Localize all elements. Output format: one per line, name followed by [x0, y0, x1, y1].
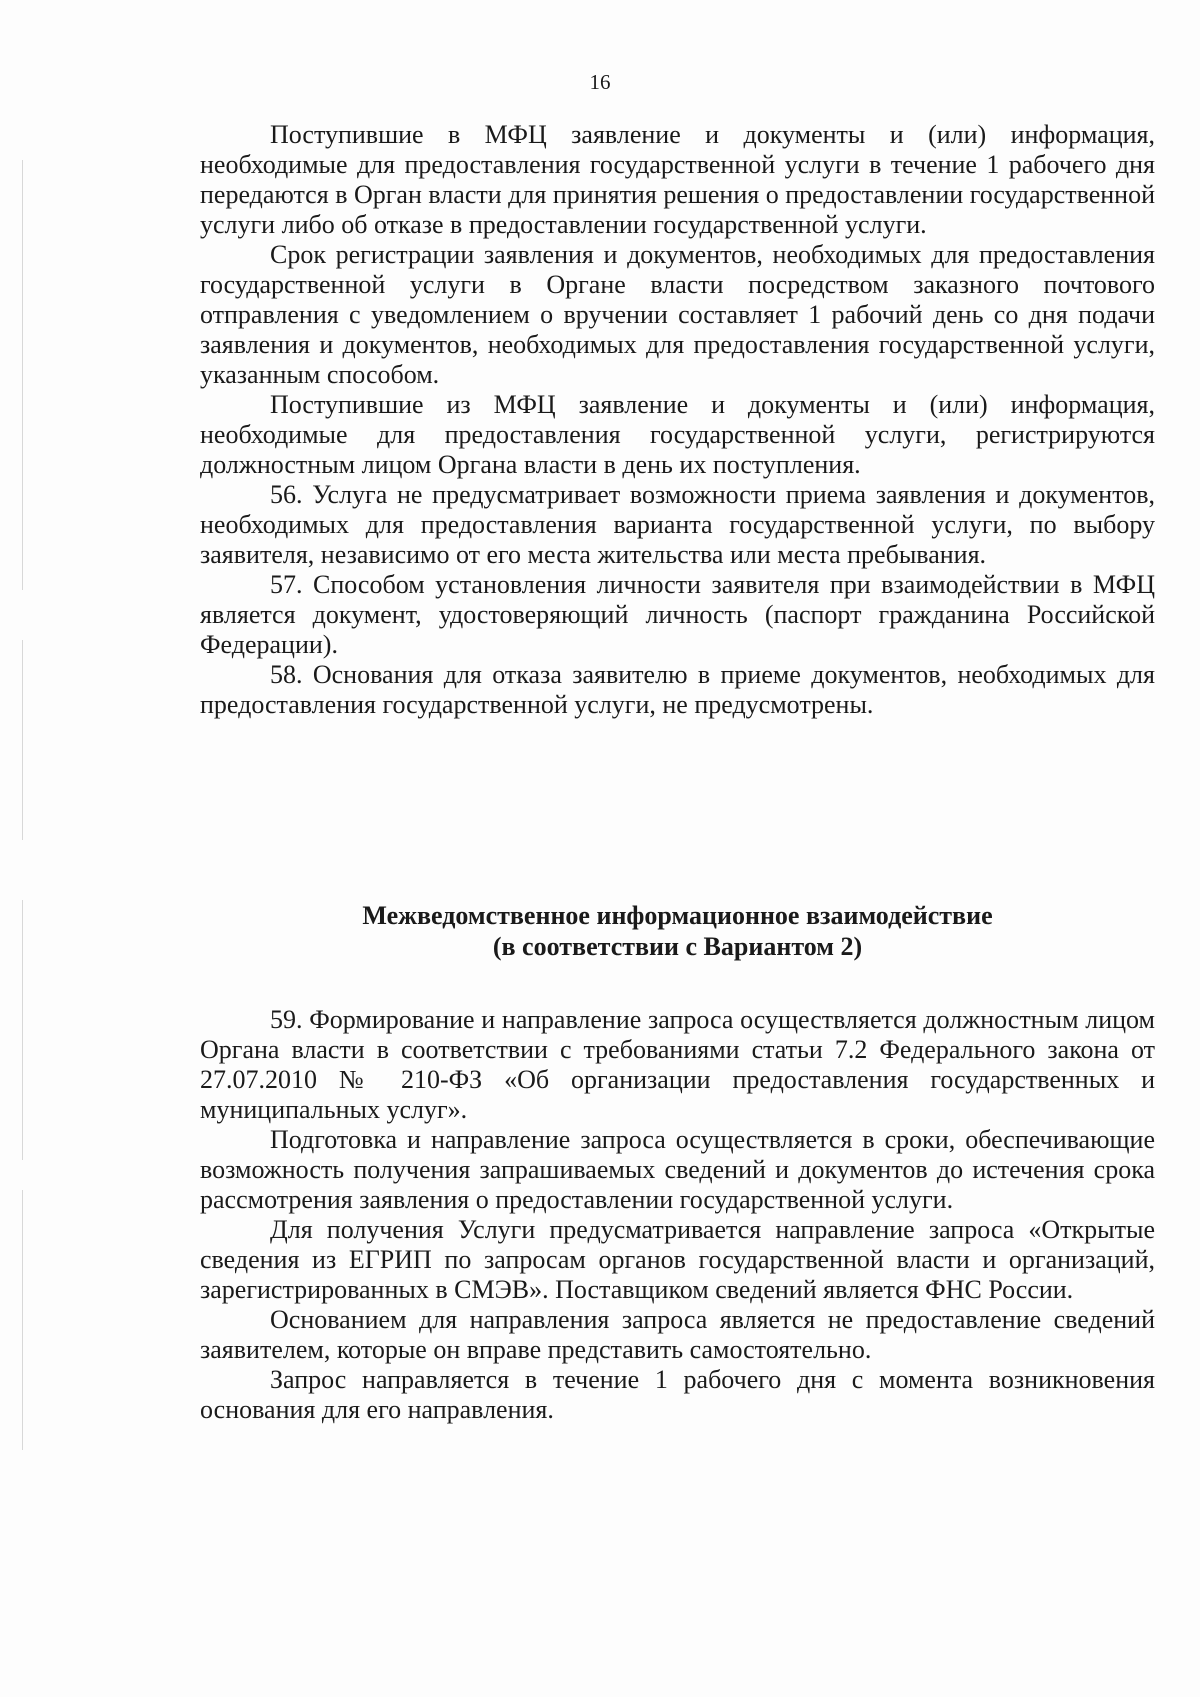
paragraph: Подготовка и направление запроса осуществляется в сроки, обеспечивающие возможность получения запрашиваемых сведений и документов до истечения срока рассмотрения заявления о предоставлении государственной услуги. [200, 1125, 1155, 1214]
body-text-block-2 [200, 1005, 1155, 1425]
paragraph-item-58: 58. Основания для отказа заявителю в приеме документов, необходимых для предоставления государственной услуги, не предусмотрены. [200, 660, 1155, 719]
paragraph: Основанием для направления запроса является не предоставление сведений заявителем, которые он вправе представить самостоятельно. [200, 1305, 1155, 1364]
paragraph-item-56: 56. Услуга не предусматривает возможности приема заявления и документов, необходимых для предоставления варианта государственной услуги, по выбору заявителя, независимо от его места жительства или места пребывания. [200, 480, 1155, 569]
paragraph: Срок регистрации заявления и документов, необходимых для предоставления государственной услуги в Органе власти посредством заказного почтового отправления с уведомлением о вручении составляет 1 рабочий день со дня подачи заявления и документов, необходимых для предоставления государственной услуги, указанным способом. [200, 240, 1155, 389]
section-heading-line-2: (в соответствии с Вариантом 2) [492, 932, 863, 961]
scan-margin-line [22, 160, 23, 590]
paragraph: Для получения Услуги предусматривается направление запроса «Открытые сведения из ЕГРИП по запросам органов государственной власти и организаций, зарегистрированных в СМЭВ». Поставщиком сведений является ФНС России. [200, 1215, 1155, 1304]
section-heading-line-1: Межведомственное информационное взаимодействие [362, 901, 993, 930]
section-heading [200, 900, 1155, 962]
body-text-block-1 [200, 120, 1155, 720]
scan-margin-line [22, 1190, 23, 1450]
scan-margin-line [22, 900, 23, 1160]
paragraph: Поступившие из МФЦ заявление и документы и (или) информация, необходимые для предоставления государственной услуги, регистрируются должностным лицом Органа власти в день их поступления. [200, 390, 1155, 479]
paragraph-item-59: 59. Формирование и направление запроса осуществляется должностным лицом Органа власти в соответствии с требованиями статьи 7.2 Федерального закона от 27.07.2010 № 210-ФЗ «Об организации предоставления государственных и муниципальных услуг». [200, 1005, 1155, 1124]
paragraph: Поступившие в МФЦ заявление и документы и (или) информация, необходимые для предоставления государственной услуги в течение 1 рабочего дня передаются в Орган власти для принятия решения о предоставлении государственной услуги либо об отказе в предоставлении государственной услуги. [200, 120, 1155, 239]
page-number: 16 [589, 70, 611, 94]
paragraph: Запрос направляется в течение 1 рабочего дня с момента возникновения основания для его направления. [200, 1365, 1155, 1424]
paragraph-item-57: 57. Способом установления личности заявителя при взаимодействии в МФЦ является документ, удостоверяющий личность (паспорт гражданина Российской Федерации). [200, 570, 1155, 659]
scan-margin-line [22, 640, 23, 840]
